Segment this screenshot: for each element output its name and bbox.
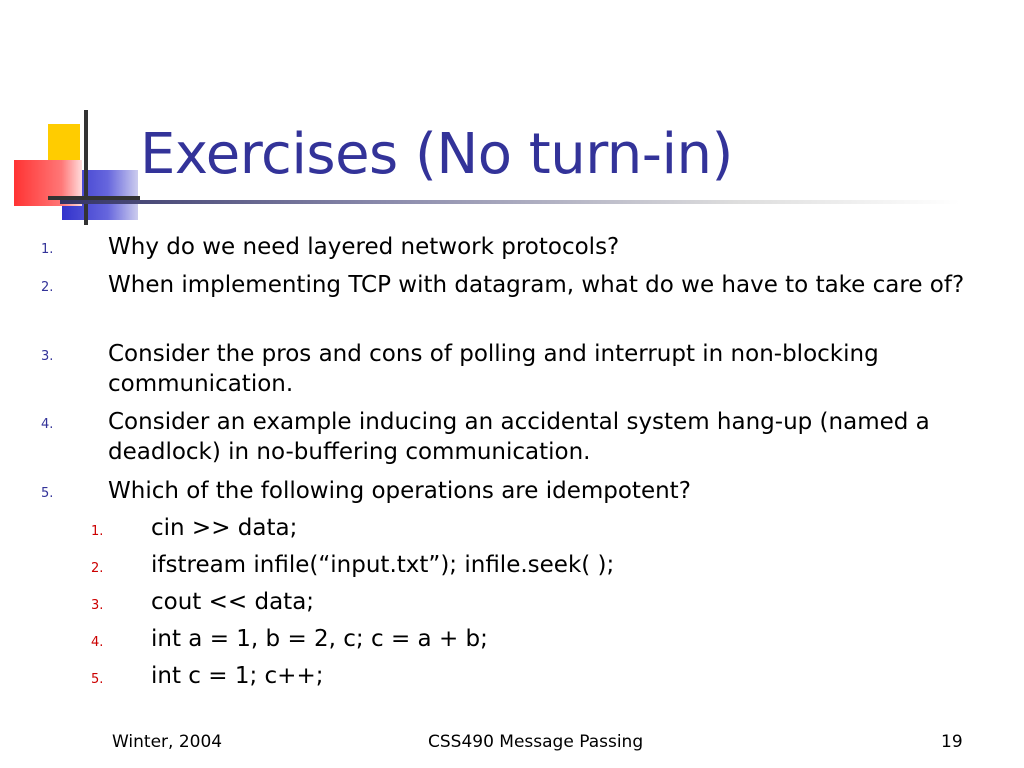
list-item: When implementing TCP with datagram, what do we have to take care of? [108,272,965,298]
list-item: Which of the following operations are idempotent? [108,478,691,504]
sub-list-item-number: 1. [91,524,104,539]
list-item-number: 4. [41,417,54,432]
slide-logo-decoration [0,0,140,230]
list-item-number: 5. [41,486,54,501]
sub-list-item: cout << data; [151,589,315,615]
list-item: Consider the pros and cons of polling and interrupt in non-blocking communication. [108,341,879,397]
sub-list-item: cin >> data; [151,515,298,541]
sub-list-item-number: 5. [91,672,104,687]
footer-page-number: 19 [941,732,963,752]
footer-date: Winter, 2004 [112,732,223,752]
footer-course-title: CSS490 Message Passing [428,732,644,752]
list-item: Consider an example inducing an accidental system hang-up (named a deadlock) in no-buffering communication. [108,409,930,465]
list-item-number: 2. [41,280,54,295]
list-item-number: 1. [41,242,54,257]
sub-list-item: int a = 1, b = 2, c; c = a + b; [151,626,488,652]
slide-title: Exercises (No turn-in) [140,122,733,187]
list-item-number: 3. [41,349,54,364]
sub-list-item: ifstream infile(“input.txt”); infile.seek( ); [151,552,615,578]
sub-list-item-number: 3. [91,598,104,613]
title-underline [60,200,960,204]
list-item: Why do we need layered network protocols? [108,234,620,260]
sub-list-item-number: 4. [91,635,104,650]
sub-list-item: int c = 1; c++; [151,663,324,689]
sub-list-item-number: 2. [91,561,104,576]
